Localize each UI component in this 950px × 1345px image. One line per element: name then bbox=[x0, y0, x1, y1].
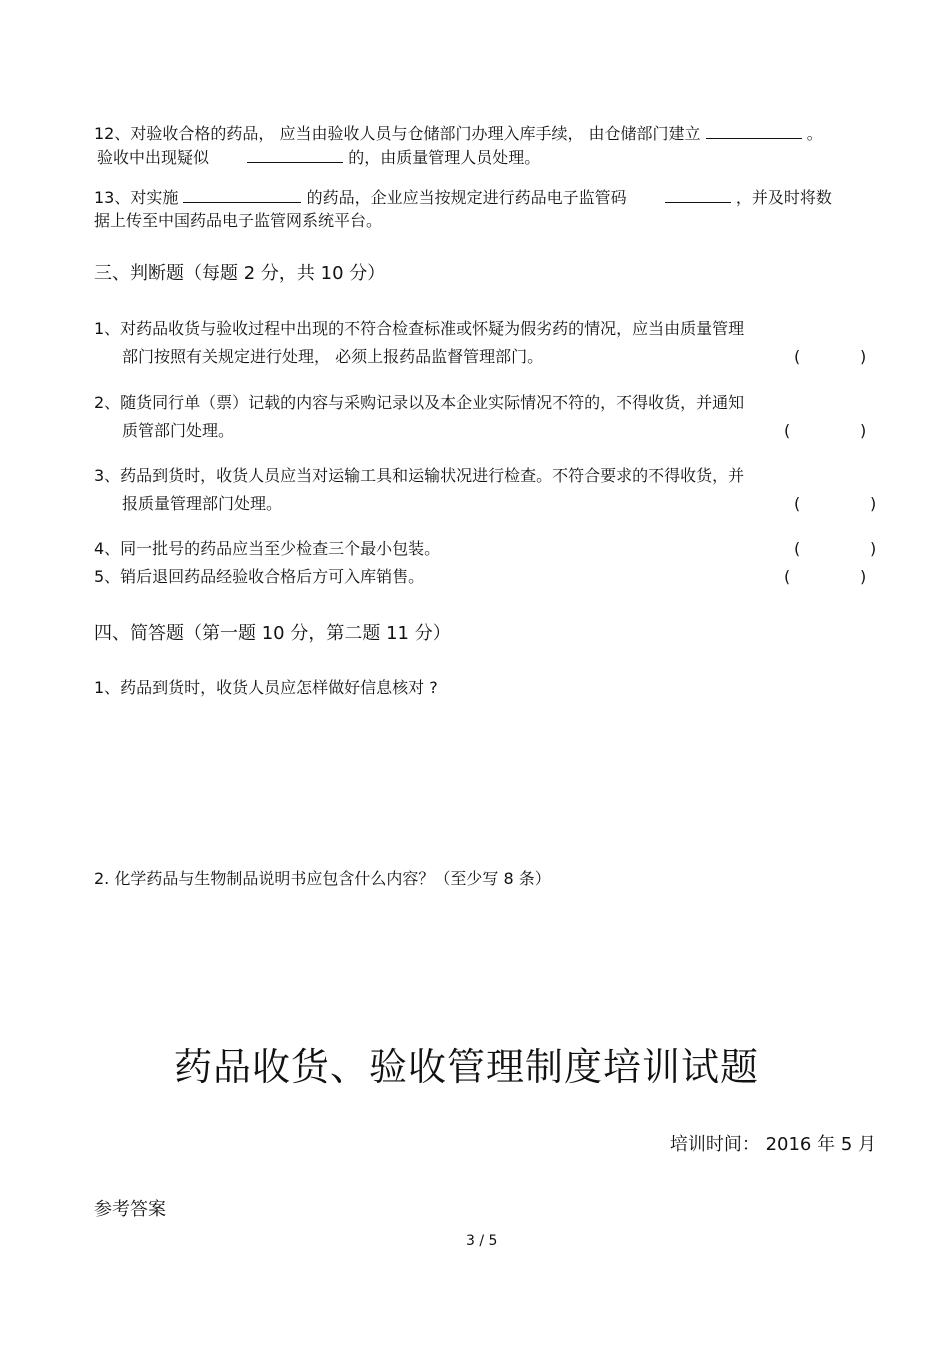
q12-line2 bbox=[97, 146, 540, 168]
judge-item-1-answer-open[interactable]: ( bbox=[794, 347, 801, 366]
judge-item-2-answer-close[interactable]: ) bbox=[860, 421, 867, 440]
short-answer-q2: 2. 化学药品与生物制品说明书应包含什么内容？（至少写 8 条） bbox=[94, 869, 551, 888]
q13-text-d: 据上传至中国药品电子监管网系统平台。 bbox=[94, 211, 383, 230]
q13-line1 bbox=[94, 186, 832, 208]
judge-item-1-line2: 部门按照有关规定进行处理， 必须上报药品监督管理部门。 bbox=[122, 347, 544, 366]
q12-text-d: 的，由质量管理人员处理。 bbox=[348, 148, 541, 167]
q12-blank-2[interactable] bbox=[247, 146, 343, 163]
q13-text-a: 13、对实施 bbox=[94, 188, 179, 207]
answers-label: 参考答案 bbox=[94, 1199, 166, 1220]
judge-item-1-line1: 1、对药品收货与验收过程中出现的不符合检查标准或怀疑为假劣药的情况，应当由质量管理 bbox=[94, 319, 745, 338]
short-answer-q1: 1、药品到货时，收货人员应怎样做好信息核对 ? bbox=[94, 678, 438, 697]
q13-line2 bbox=[94, 211, 382, 231]
judge-item-1-answer-close[interactable]: ) bbox=[860, 347, 867, 366]
q12-text-c: 验收中出现疑似 bbox=[97, 148, 210, 167]
judge-item-2-answer-open[interactable]: ( bbox=[784, 421, 791, 440]
q13-text-b: 的药品，企业应当按规定进行药品电子监管码 bbox=[306, 188, 627, 207]
exam-title: 药品收货、验收管理制度培训试题 bbox=[174, 1045, 760, 1089]
judge-item-3-line1: 3、药品到货时，收货人员应当对运输工具和运输状况进行检查。不符合要求的不得收货，并 bbox=[94, 466, 745, 485]
judge-item-4-answer-open[interactable]: ( bbox=[794, 539, 801, 558]
training-date: 培训时间： 2016 年 5 月 bbox=[669, 1134, 876, 1155]
judge-item-3-answer-close[interactable]: ) bbox=[870, 494, 877, 513]
judge-item-4-line1: 4、同一批号的药品应当至少检查三个最小包装。 bbox=[94, 539, 441, 558]
q13-blank-1[interactable] bbox=[183, 186, 301, 203]
section4-heading: 四、简答题（第一题 10 分，第二题 11 分） bbox=[94, 623, 451, 644]
section3-heading: 三、判断题（每题 2 分，共 10 分） bbox=[94, 263, 386, 284]
page-number: 3 / 5 bbox=[466, 1233, 498, 1249]
judge-item-5-line1: 5、销后退回药品经验收合格后方可入库销售。 bbox=[94, 567, 425, 586]
judge-item-3-answer-open[interactable]: ( bbox=[794, 494, 801, 513]
q12-text-a: 12、对验收合格的药品， 应当由验收人员与仓储部门办理入库手续， 由仓储部门建立 bbox=[94, 124, 701, 143]
judge-item-5-answer-open[interactable]: ( bbox=[784, 567, 791, 586]
q12-blank-1[interactable] bbox=[706, 122, 802, 139]
judge-item-5-answer-close[interactable]: ) bbox=[860, 567, 867, 586]
q13-blank-2[interactable] bbox=[665, 186, 731, 203]
judge-item-2-line1: 2、随货同行单（票）记载的内容与采购记录以及本企业实际情况不符的，不得收货，并通知 bbox=[94, 393, 745, 412]
q12-text-b: 。 bbox=[806, 124, 823, 143]
judge-item-4-answer-close[interactable]: ) bbox=[870, 539, 877, 558]
judge-item-3-line2: 报质量管理部门处理。 bbox=[122, 494, 283, 513]
judge-item-2-line2: 质管部门处理。 bbox=[122, 421, 235, 440]
q12-line1 bbox=[94, 122, 823, 144]
q13-text-c: ，并及时将数 bbox=[735, 188, 832, 207]
